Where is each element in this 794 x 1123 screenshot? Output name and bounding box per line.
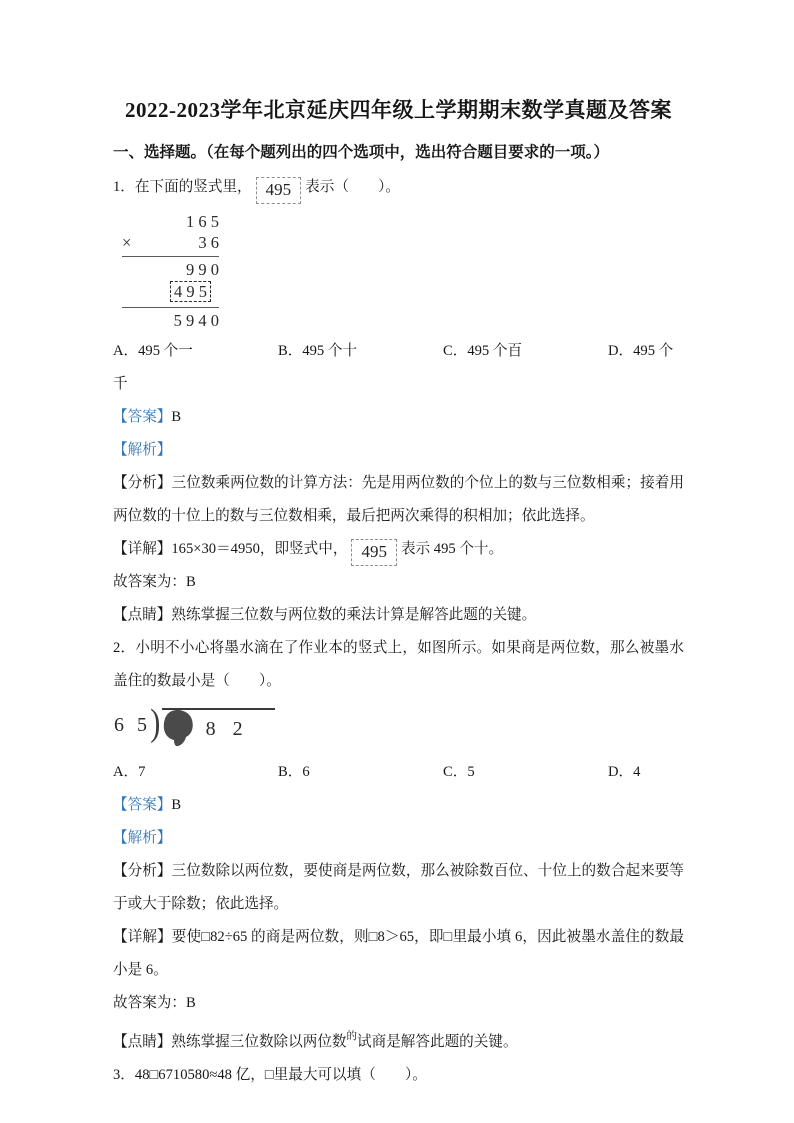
q2-answer-line	[113, 789, 684, 822]
q2-analysis: 【分析】三位数除以两位数，要使商是两位数，那么被除数百位、十位上的数合起来要等于或大于除数；依此选择。	[113, 863, 684, 912]
q2-option-d: D．4	[608, 764, 641, 780]
q1-stem-pre: 1．在下面的竖式里，	[113, 179, 252, 195]
mult-partial-product-1: 9 9 0	[186, 260, 219, 279]
q1-answer-line	[113, 401, 684, 434]
multiply-sign-icon: ×	[122, 233, 132, 252]
q1-options-row	[113, 335, 684, 368]
jiexi-label: 【解析】	[113, 830, 172, 846]
mult-partial-product-2-dashed-box: 4 9 5	[170, 281, 211, 302]
mult-rule-top	[122, 256, 219, 257]
section-heading: 一、选择题。（在每个题列出的四个选项中，选出符合题目要求的一项。）	[113, 144, 610, 161]
q2-tip	[113, 1020, 684, 1059]
q3-stem: 3．48□6710580≈48 亿，□里最大可以填（ ）。	[113, 1067, 427, 1083]
q1-detail-post: 表示 495 个十。	[400, 541, 504, 557]
mult-multiplicand: 1 6 5	[186, 212, 219, 231]
ink-blot-icon	[162, 709, 198, 747]
q1-answer-value: B	[171, 409, 182, 425]
q1-option-d-wrap: 千	[113, 376, 128, 392]
q2-tip-superscript: 的	[346, 1031, 358, 1042]
page-title: 2022-2023学年北京延庆四年级上学期期末数学真题及答案	[125, 98, 672, 122]
q1-option-b: B．495 个十	[278, 343, 358, 359]
q2-detail: 【详解】要使□82÷65 的商是两位数，则□8＞65，即□里最小填 6，因此被墨水盖住的数最小是 6。	[113, 929, 684, 978]
q1-conclusion: 故答案为：B	[113, 574, 196, 590]
q1-detail	[113, 533, 684, 566]
q2-tip-pre: 【点睛】熟练掌握三位数除以两位数	[113, 1034, 347, 1050]
q1-boxed-495: 495	[256, 177, 302, 204]
q1-tip: 【点睛】熟练掌握三位数与两位数的乘法计算是解答此题的关键。	[113, 607, 537, 623]
q1-detail-boxed-495: 495	[351, 539, 397, 566]
q1-analysis: 【分析】三位数乘两位数的计算方法：先是用两位数的个位上的数与三位数相乘；接着用两位数的十位上的数与三位数相乘，最后把两次乘得的积相加；依此选择。	[113, 475, 684, 524]
q1-jiexi-line	[113, 434, 684, 467]
q1-multiplication-figure	[122, 211, 219, 331]
mult-partial-product-2-row	[122, 280, 219, 304]
mult-result: 5 9 4 0	[173, 311, 219, 330]
mult-multiplier-row	[122, 232, 219, 253]
division-bracket-icon: )	[150, 702, 161, 744]
answer-label: 【答案】	[113, 797, 172, 813]
division-vinculum	[162, 708, 275, 747]
division-divisor: 6 5	[114, 714, 151, 736]
q2-jiexi-line	[113, 822, 684, 855]
q1-option-d: D．495 个	[608, 343, 674, 359]
division-dividend-visible: 8 2	[205, 717, 249, 740]
q1-detail-pre: 【详解】165×30＝4950，即竖式中，	[113, 541, 348, 557]
q2-options-row	[113, 756, 684, 789]
mult-rule-bottom	[122, 307, 219, 308]
q2-stem: 2．小明不小心将墨水滴在了作业本的竖式上，如图所示。如果商是两位数，那么被墨水盖住的数最小是（ ）。	[113, 640, 684, 689]
q1-option-a: A．495 个一	[113, 343, 193, 359]
q1-stem-post: 表示（ ）。	[305, 179, 401, 195]
q2-option-a: A．7	[113, 764, 146, 780]
q2-tip-post: 试商是解答此题的关键。	[357, 1034, 518, 1050]
mult-multiplier: 3 6	[198, 233, 219, 252]
q2-option-c: C．5	[443, 764, 475, 780]
q1-stem	[113, 171, 684, 204]
q2-answer-value: B	[171, 797, 182, 813]
q2-option-b: B．6	[278, 764, 310, 780]
q1-option-c: C．495 个百	[443, 343, 523, 359]
jiexi-label: 【解析】	[113, 442, 172, 458]
q2-conclusion: 故答案为：B	[113, 995, 196, 1011]
answer-label: 【答案】	[113, 409, 172, 425]
q2-division-figure	[114, 702, 684, 750]
